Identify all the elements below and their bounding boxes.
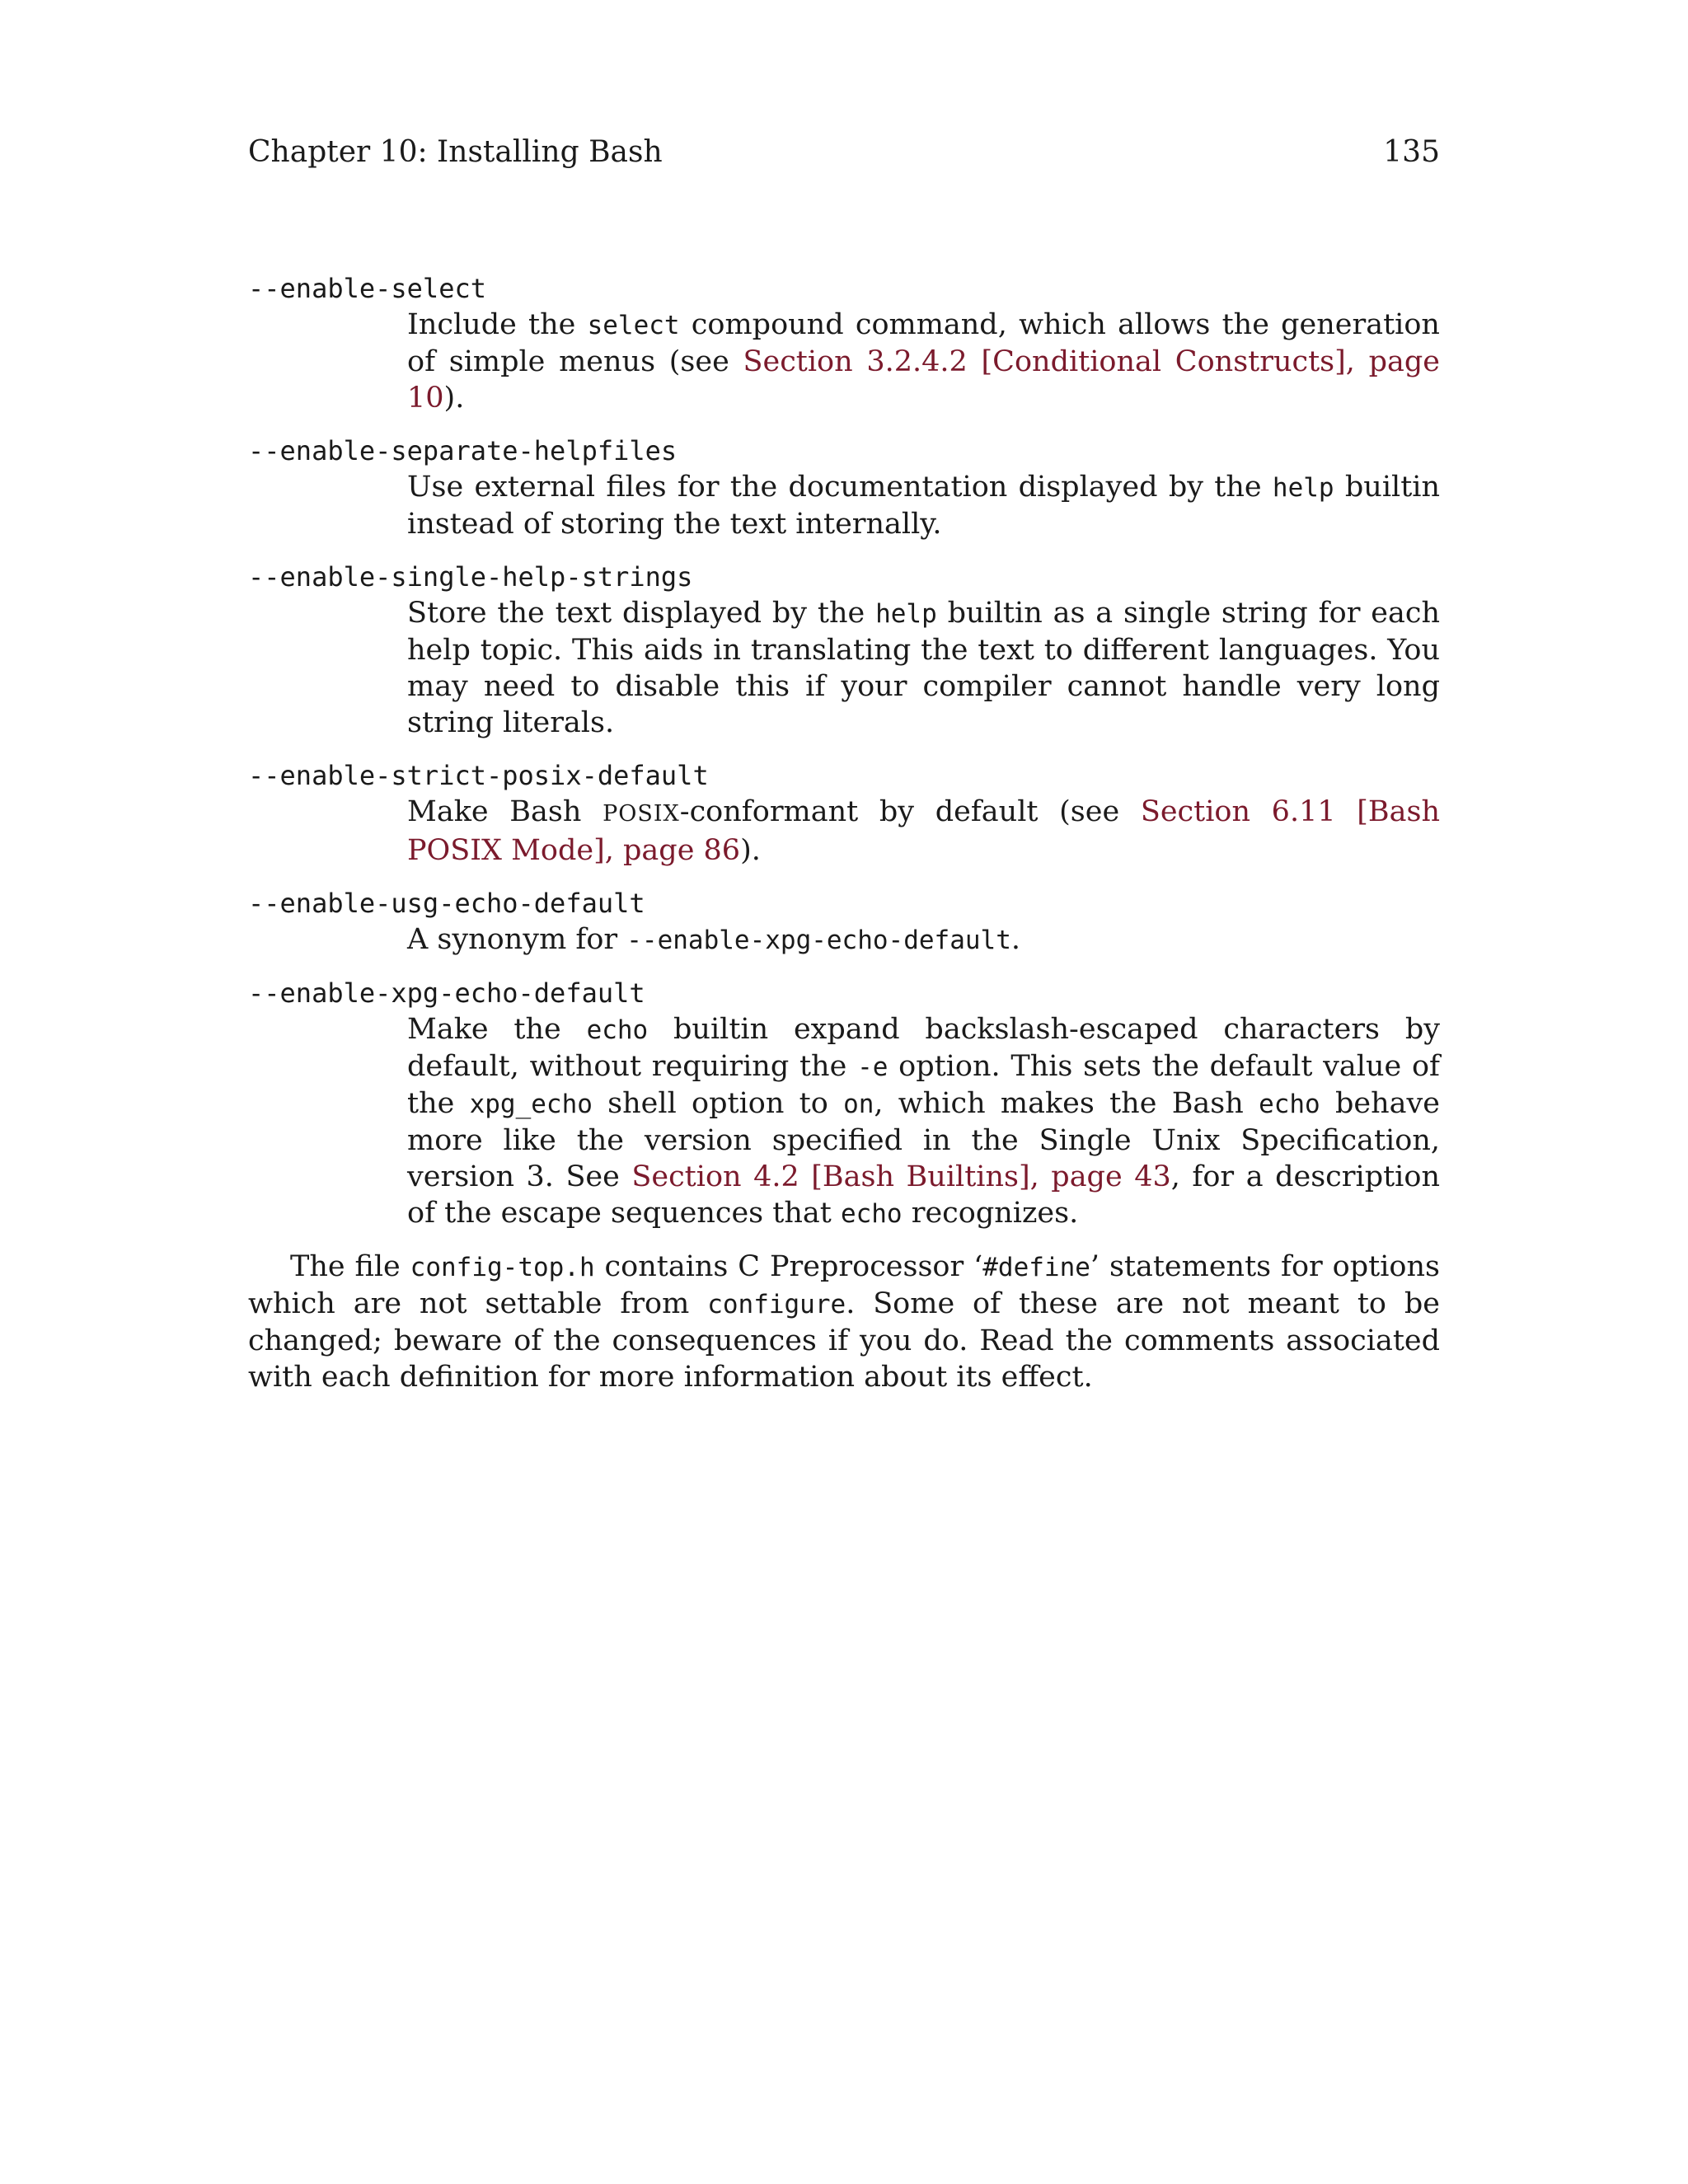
option-term: --enable-strict-posix-default xyxy=(248,760,709,791)
cross-reference-link[interactable]: Section 4.2 [Bash Builtins], page 43 xyxy=(631,1160,1171,1193)
code-enable-xpg-echo-default: --enable-xpg-echo-default xyxy=(626,926,1011,955)
code-e-flag: -e xyxy=(857,1052,889,1082)
desc-text: behave more like the version specified in the Single Unix Specification, version 3. See xyxy=(407,1087,1440,1193)
option-term: --enable-xpg-echo-default xyxy=(248,977,645,1009)
cross-reference-link[interactable]: Section 3.2.4.2 [Conditional Constructs], page 10 xyxy=(407,345,1441,415)
option-term: --enable-single-help-strings xyxy=(248,561,693,593)
desc-text: , for a description of the escape sequences that xyxy=(407,1160,1440,1230)
option-entry-enable-single-help-strings xyxy=(248,559,1440,741)
option-entry-enable-strict-posix-default xyxy=(248,757,1440,869)
option-description xyxy=(407,921,1440,958)
desc-text: , which makes the Bash xyxy=(874,1087,1259,1120)
para-text: The file xyxy=(290,1250,410,1283)
code-on: on xyxy=(843,1090,874,1119)
option-term: --enable-usg-echo-default xyxy=(248,888,645,919)
para-text: . Some of these are not meant to be changed; beware of the consequences if you do. Read the comments associated with each definition for more information about its effect. xyxy=(248,1287,1441,1394)
desc-text: Make the xyxy=(407,1013,587,1046)
option-description xyxy=(407,469,1440,542)
code-help: help xyxy=(875,599,937,629)
option-term: --enable-select xyxy=(248,273,486,304)
para-text: ’ statements for options which are not settable from xyxy=(248,1250,1440,1320)
code-echo: echo xyxy=(1259,1090,1320,1119)
small-caps-posix: POSIX xyxy=(603,801,680,827)
code-echo: echo xyxy=(840,1199,903,1229)
option-entry-enable-xpg-echo-default xyxy=(248,975,1440,1232)
option-term: --enable-separate-helpfiles xyxy=(248,435,678,466)
running-header xyxy=(248,132,1440,173)
option-entry-enable-usg-echo-default xyxy=(248,885,1440,958)
desc-text: shell option to xyxy=(592,1087,844,1120)
desc-text: Make Bash xyxy=(407,795,603,828)
desc-text: Use external files for the documentation displayed by the xyxy=(407,471,1273,504)
page-number: 135 xyxy=(1383,135,1440,169)
closing-paragraph xyxy=(248,1249,1440,1395)
desc-text: builtin as a single string for each help topic. This aids in translating the text to different languages. You may need to disable this if your compiler cannot handle very long string literals. xyxy=(407,597,1441,739)
option-entry-enable-separate-helpfiles xyxy=(248,433,1440,542)
option-description xyxy=(407,1011,1440,1232)
desc-text: -conformant by default (see xyxy=(679,795,1141,828)
page-body xyxy=(248,270,1440,1395)
code-configure: configure xyxy=(707,1290,846,1319)
desc-text: recognizes. xyxy=(902,1197,1079,1230)
desc-text: builtin instead of storing the text internally. xyxy=(407,471,1441,541)
code-define: #define xyxy=(982,1253,1090,1282)
option-description xyxy=(407,595,1440,741)
para-text: contains C Preprocessor ‘ xyxy=(594,1250,983,1283)
code-config-top-h: config-top.h xyxy=(410,1253,595,1282)
chapter-title: Chapter 10: Installing Bash xyxy=(248,135,663,169)
code-help: help xyxy=(1272,473,1334,503)
desc-text: ). xyxy=(443,382,465,415)
code-echo: echo xyxy=(586,1015,649,1045)
desc-text: . xyxy=(1010,923,1020,956)
desc-text: compound command, which allows the generation of simple menus (see xyxy=(407,308,1440,378)
desc-text: ). xyxy=(740,834,761,867)
cross-reference-link[interactable]: Section 6.11 [Bash POSIX Mode], page 86 xyxy=(407,795,1441,867)
desc-text: option. This sets the default value of the xyxy=(407,1050,1440,1120)
option-entry-enable-select xyxy=(248,270,1440,416)
desc-text: Store the text displayed by the xyxy=(407,597,876,630)
code-xpg-echo: xpg_echo xyxy=(469,1090,593,1119)
code-select: select xyxy=(587,311,680,340)
desc-text: Include the xyxy=(407,308,588,341)
desc-text: A synonym for xyxy=(407,923,627,956)
option-description xyxy=(407,307,1440,416)
option-description xyxy=(407,794,1440,869)
desc-text: builtin expand backslash-escaped characters by default, without requiring the xyxy=(407,1013,1440,1083)
